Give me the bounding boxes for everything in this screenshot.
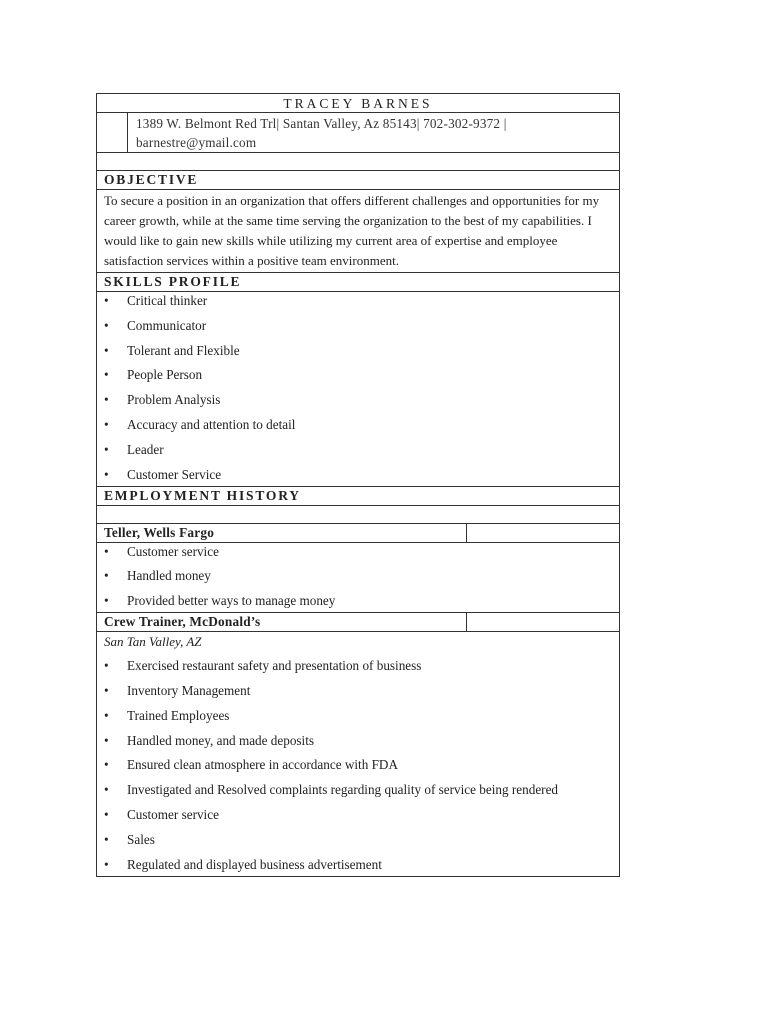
duty-item: • Inventory Management — [97, 682, 619, 700]
job-location: San Tan Valley, AZ — [104, 634, 202, 650]
duty-item: • Regulated and displayed business advertisement — [97, 856, 619, 874]
skill-item: • Leader — [97, 441, 619, 459]
skill-item: • Customer Service — [97, 466, 619, 484]
duty-item: • Ensured clean atmosphere in accordance with FDA — [97, 756, 619, 774]
contact-row — [97, 113, 619, 153]
skills-heading: SKILLS PROFILE — [97, 273, 619, 292]
duty-item: • Provided better ways to manage money — [97, 592, 619, 610]
skills-section — [97, 292, 619, 487]
skill-item: • Problem Analysis — [97, 391, 619, 409]
job-date-cell — [467, 613, 619, 631]
contact-address-phone: 1389 W. Belmont Red Trl| Santan Valley, Az 85143| 702-302-9372 | — [136, 116, 507, 131]
job-title: Crew Trainer, McDonald’s — [97, 613, 467, 631]
job-duties-list — [97, 543, 619, 613]
name-heading: TRACEY BARNES — [97, 94, 619, 113]
objective-heading: OBJECTIVE — [97, 171, 619, 190]
employment-heading: EMPLOYMENT HISTORY — [97, 487, 619, 506]
objective-text: To secure a position in an organization that offers different challenges and opportunities for my career growth, while at the same time serving the organization to the best of my capabilities. I would like to gain new skills while utilizing my current area of expertise and employee satisfaction services within a positive team environment. — [97, 190, 619, 273]
skills-list — [97, 292, 619, 486]
duty-item: • Customer service — [97, 543, 619, 561]
skill-item: • Accuracy and attention to detail — [97, 416, 619, 434]
duty-item: • Customer service — [97, 806, 619, 824]
job-title: Teller, Wells Fargo — [97, 524, 467, 542]
duty-item: • Handled money — [97, 567, 619, 585]
skill-item: • Communicator — [97, 317, 619, 335]
contact-info — [128, 113, 619, 152]
resume-table — [96, 93, 620, 877]
skill-item: • Tolerant and Flexible — [97, 342, 619, 360]
job-date-cell — [467, 524, 619, 542]
skill-item: • Critical thinker — [97, 292, 619, 310]
duty-item: • Sales — [97, 831, 619, 849]
job-duties-list — [97, 657, 619, 875]
contact-spacer-cell — [97, 113, 128, 152]
blank-row — [97, 506, 619, 524]
job-header-row — [97, 613, 619, 632]
job-header-row — [97, 524, 619, 543]
job-duties-section — [97, 543, 619, 614]
duty-item: • Handled money, and made deposits — [97, 732, 619, 750]
duty-item: • Trained Employees — [97, 707, 619, 725]
contact-email: barnestre@ymail.com — [136, 135, 257, 150]
duty-item: • Exercised restaurant safety and presentation of business — [97, 657, 619, 675]
job-duties-section — [97, 632, 619, 876]
skill-item: • People Person — [97, 366, 619, 384]
blank-row — [97, 153, 619, 171]
duty-item: • Investigated and Resolved complaints regarding quality of service being rendered — [97, 781, 619, 799]
